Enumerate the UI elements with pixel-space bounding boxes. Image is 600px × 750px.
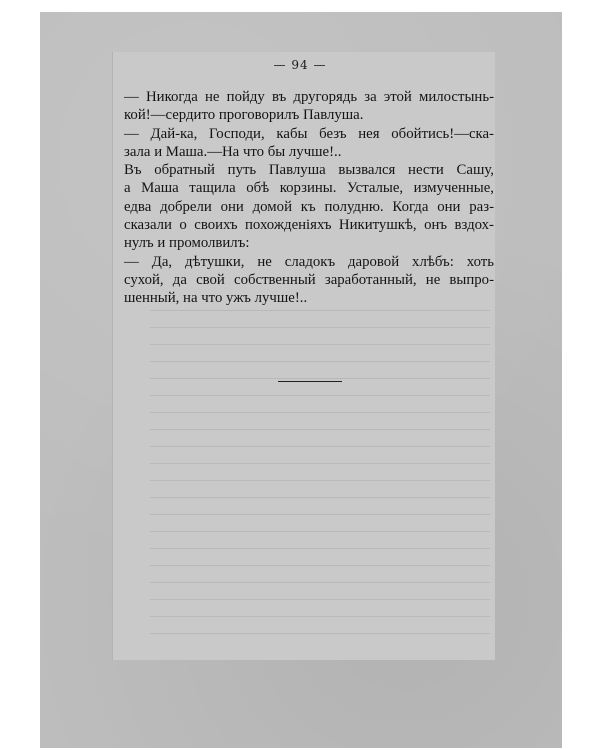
bleed-through-texture [150,310,490,640]
text-line: сухой, да свой собственный заработанный, не выпро- [124,271,494,288]
paragraph-2 [124,125,494,162]
text-line: едва добрели они домой къ полудню. Когда они раз- [124,198,494,215]
text-line: зала и Маша.—На что бы лучше!.. [124,143,342,160]
text-line: а Маша тащила обѣ корзины. Усталые, измученные, [124,180,494,197]
body-text [124,88,494,308]
section-divider-rule [278,381,342,382]
text-line: нулъ и промолвилъ: [124,235,250,252]
text-line: — Да, дѣтушки, не сладокъ даровой хлѣбъ: хоть [124,253,494,270]
text-line: — Никогда не пойду въ другорядь за этой милостынь- [124,89,494,105]
text-line: шенный, на что ужъ лучше!.. [124,290,308,307]
paragraph-3 [124,161,494,252]
text-line: кой!—сердито проговорилъ Павлуша. [124,107,364,124]
text-line: сказали о своихъ похожденіяхъ Никитушкѣ, онъ вздох- [124,217,494,234]
text-line: Въ обратный путь Павлуша вызвался нести Сашу, [124,162,494,179]
text-line: — Дай-ка, Господи, кабы безъ нея обойтись!—ска- [124,125,494,142]
page-number: — 94 — [273,58,327,72]
paragraph-1 [124,88,494,125]
paragraph-4 [124,253,494,308]
